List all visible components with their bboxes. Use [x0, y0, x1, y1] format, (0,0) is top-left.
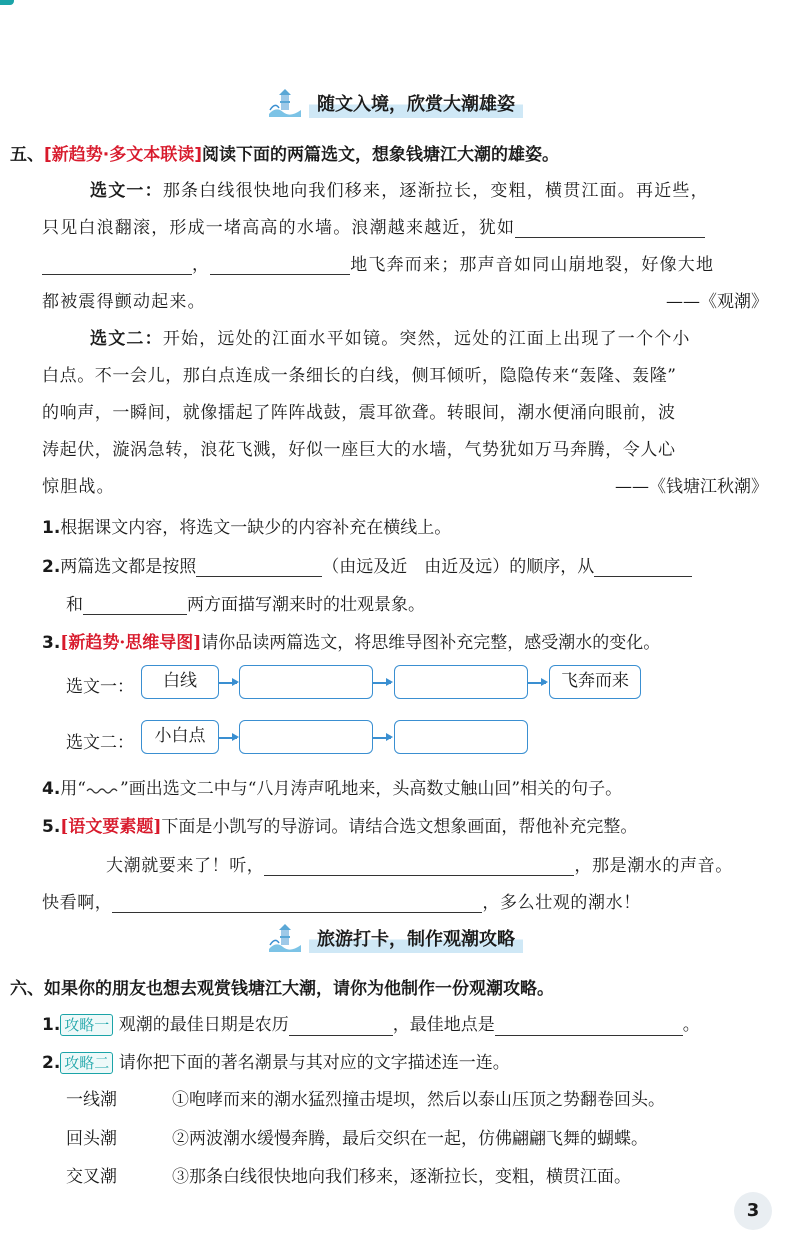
sub-number: 3.: [42, 633, 61, 653]
sub-tag: [语文要素题]: [60, 817, 162, 837]
map-box-small-dots: 小白点: [141, 720, 219, 754]
tide-description[interactable]: ③那条白线很快地向我们移来，逐渐拉长，变粗，横贯江面。: [172, 1167, 631, 1187]
text1-line1: [90, 176, 709, 201]
q5-sub2: [42, 552, 692, 577]
text2-line4: 涛起伏，漩涡急转，浪花飞溅，好似一座巨大的水墙，气势犹如万马奔腾，令人心: [42, 440, 676, 460]
answer-blank[interactable]: [594, 558, 692, 577]
sub-text: 观潮的最佳日期是农历: [118, 1015, 289, 1035]
sub-text: 大潮就要来了！听，: [106, 856, 265, 876]
arrow-icon: [219, 682, 237, 684]
section-title-text: 随文入境，欣赏大潮雄姿: [309, 88, 523, 118]
tide-description[interactable]: ①咆哮而来的潮水猛烈撞击堤坝，然后以泰山压顶之势翻卷回头。: [172, 1090, 665, 1110]
text2-content: 开始，远处的江面水平如镜。突然，远处的江面上出现了一个个小: [162, 329, 691, 349]
q5-sub5-line1: [106, 851, 733, 876]
tower-wave-icon: [267, 923, 303, 953]
question-prompt: 阅读下面的两篇选文，想象钱塘江大潮的雄姿。: [202, 145, 559, 165]
sub-text: 用“: [60, 779, 86, 799]
sub-number: 2.: [42, 557, 61, 577]
sub-number: 2.: [42, 1053, 61, 1073]
text1-label: 选文一：: [90, 181, 163, 201]
sub-text: 下面是小凯写的导游词。请结合选文想象画面，帮他补充完整。: [161, 817, 638, 837]
text1-line3-text: 地飞奔而来；那声音如同山崩地裂，好像大地: [350, 255, 715, 275]
question-number: 六、: [10, 979, 44, 999]
question-5-header: [10, 140, 559, 165]
sub-text: 根据课文内容，将选文一缺少的内容补充在横线上。: [60, 518, 452, 538]
section-title-2: [0, 923, 790, 953]
wavy-line-icon: [86, 785, 120, 795]
answer-blank[interactable]: [289, 1017, 393, 1036]
sub-text: 两篇选文都是按照: [60, 557, 197, 577]
sub-text: ”画出选文二中与“八月涛声吼地来，头高数丈触山回”相关的句子。: [120, 779, 623, 799]
answer-blank[interactable]: [83, 596, 187, 615]
question-6-header: [10, 974, 554, 999]
text1-line2-text: 只见白浪翻滚，形成一堵高高的水墙。浪潮越来越近，犹如: [42, 218, 516, 238]
tide-name[interactable]: 交叉潮: [66, 1167, 117, 1187]
arrow-icon: [528, 682, 546, 684]
q5-sub1: [42, 513, 451, 538]
sub-text: ，多么壮观的潮水！: [482, 893, 641, 913]
map-box-flying: 飞奔而来: [549, 665, 641, 699]
sub-text: 。: [682, 1015, 700, 1035]
sub-number: 1.: [42, 518, 61, 538]
text2-line2: 白点。不一会儿，那白点连成一条细长的白线，侧耳倾听，隐隐传来“轰隆、轰隆”: [42, 366, 677, 386]
text1-line3-comma: ，: [192, 255, 211, 275]
answer-blank[interactable]: [112, 894, 482, 913]
answer-blank[interactable]: [210, 256, 350, 275]
q5-sub2-cont: [66, 590, 425, 615]
map-row1-label: 选文一：: [66, 677, 134, 697]
q5-sub3: [42, 628, 660, 653]
q5-sub5: [42, 812, 637, 837]
map-row2-label: 选文二：: [66, 733, 134, 753]
tide-name[interactable]: 回头潮: [66, 1129, 117, 1149]
text2-label: 选文二：: [90, 329, 163, 349]
text2-line5: 惊胆战。: [42, 477, 115, 497]
map-answer-box[interactable]: [394, 665, 528, 699]
page-corner-mark: [0, 0, 14, 5]
text2-line1: [90, 324, 691, 349]
arrow-icon: [373, 682, 391, 684]
strategy-tag: 攻略二: [60, 1052, 113, 1074]
question-tag: [新趋势·多文本联读]: [44, 145, 202, 165]
sub-number: 4.: [42, 779, 61, 799]
sub-text: 两方面描写潮来时的壮观景象。: [187, 595, 425, 615]
sub-number: 5.: [42, 817, 61, 837]
text1-line2: [42, 213, 705, 238]
tower-wave-icon: [267, 88, 303, 118]
text2-line3: 的响声，一瞬间，就像擂起了阵阵战鼓，震耳欲聋。转眼间，潮水便涌向眼前，波: [42, 403, 676, 423]
section-title-text: 旅游打卡，制作观潮攻略: [309, 923, 523, 953]
answer-blank[interactable]: [495, 1017, 683, 1036]
text2-source: ——《钱塘江秋潮》: [615, 477, 768, 497]
text1-source: ——《观潮》: [666, 292, 768, 312]
answer-blank[interactable]: [196, 558, 322, 577]
question-number: 五、: [10, 145, 44, 165]
q5-sub5-line2: [42, 888, 641, 913]
text1-line4: 都被震得颤动起来。: [42, 292, 206, 312]
q5-sub4: [42, 774, 622, 799]
sub-text: （由远及近 由近及远）的顺序，从: [322, 557, 595, 577]
page-number: 3: [734, 1192, 772, 1230]
q6-sub1: [42, 1010, 700, 1036]
map-answer-box[interactable]: [239, 665, 373, 699]
sub-text: ，最佳地点是: [392, 1015, 495, 1035]
arrow-icon: [373, 737, 391, 739]
answer-blank[interactable]: [515, 219, 705, 238]
answer-blank[interactable]: [264, 857, 574, 876]
sub-tag: [新趋势·思维导图]: [60, 633, 202, 653]
map-answer-box[interactable]: [239, 720, 373, 754]
strategy-tag: 攻略一: [60, 1014, 113, 1036]
sub-text: ，那是潮水的声音。: [574, 856, 733, 876]
map-box-white-line: 白线: [141, 665, 219, 699]
arrow-icon: [219, 737, 237, 739]
sub-text: 和: [66, 595, 83, 615]
section-title-1: [0, 88, 790, 118]
tide-description[interactable]: ②两波潮水缓慢奔腾，最后交织在一起，仿佛翩翩飞舞的蝴蝶。: [172, 1129, 648, 1149]
question-prompt: 如果你的朋友也想去观赏钱塘江大潮，请你为他制作一份观潮攻略。: [44, 979, 554, 999]
answer-blank[interactable]: [42, 256, 192, 275]
sub-text: 请你品读两篇选文，将思维导图补充完整，感受潮水的变化。: [201, 633, 661, 653]
tide-name[interactable]: 一线潮: [66, 1090, 117, 1110]
q6-sub2: [42, 1048, 510, 1074]
text1-line3: [42, 250, 714, 275]
text1-content: 那条白线很快地向我们移来，逐渐拉长，变粗，横贯江面。再近些，: [162, 181, 709, 201]
sub-text: 请你把下面的著名潮景与其对应的文字描述连一连。: [118, 1053, 510, 1073]
sub-text: 快看啊，: [42, 893, 113, 913]
map-answer-box[interactable]: [394, 720, 528, 754]
sub-number: 1.: [42, 1015, 61, 1035]
